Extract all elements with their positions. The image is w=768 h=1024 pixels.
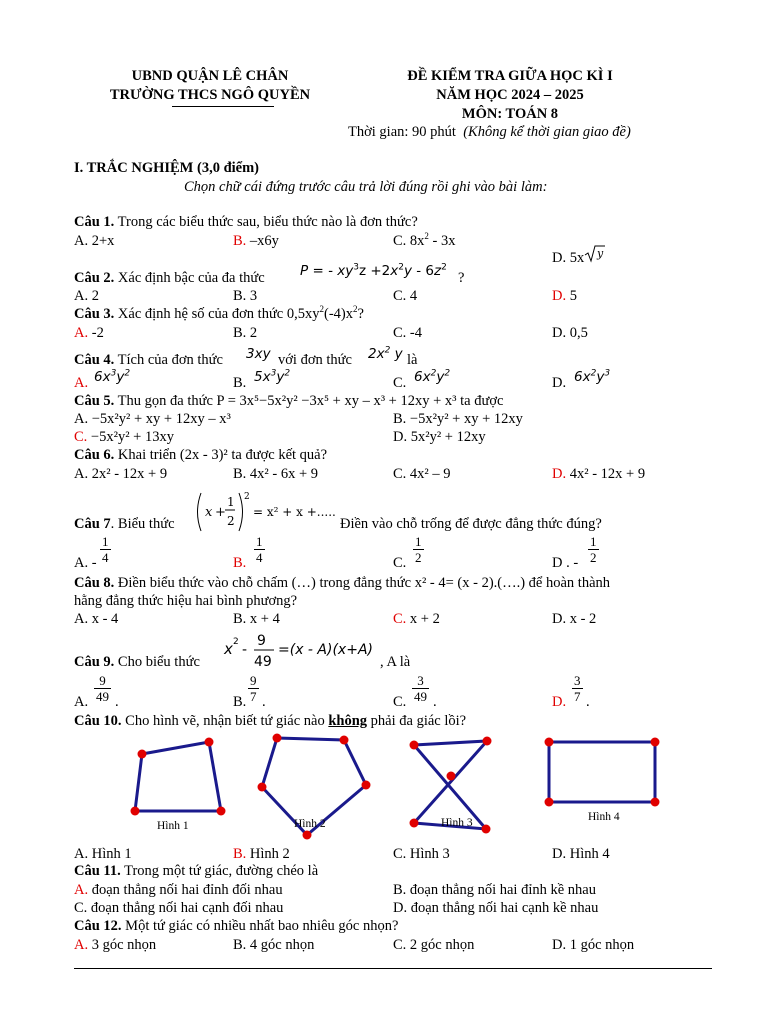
q7-option-c-frac: $\frac{1}{2}$ [415, 534, 422, 565]
q3-option-c: C. -4 [393, 325, 422, 341]
q7-option-d: D . - [552, 555, 579, 571]
svg-text:49: 49 [254, 654, 272, 670]
q3-option-d: D. 0,5 [552, 325, 588, 341]
q12-option-a: A. 3 góc nhọn [74, 937, 157, 953]
q9-option-b-frac: $\frac{9}{7}$ [250, 673, 257, 704]
q5-option-b: B. −5x²y² + xy + 12xy [393, 411, 523, 427]
footer-rule [74, 968, 712, 969]
q11-option-c: C. đoạn thẳng nối hai cạnh đối nhau [74, 900, 284, 916]
q9-option-d-frac: $\frac{3}{7}$ [574, 673, 581, 704]
q2-option-a: A. 2 [74, 288, 99, 304]
question-1: Câu 1. Trong các biểu thức sau, biểu thức nào là đơn thức? [74, 214, 418, 230]
q6-option-a: A. 2x² - 12x + 9 [74, 466, 168, 482]
q4-text-2: với đơn thức [278, 352, 352, 368]
figure-4-label: Hình 4 [588, 811, 620, 823]
q7-option-b-frac: $\frac{1}{4}$ [256, 534, 263, 565]
q9-expression [222, 630, 382, 677]
q9-option-c: C. [393, 694, 407, 710]
q9-option-c-frac: $\frac{3}{49}$ [414, 673, 427, 704]
q9-option-a-dot: . [115, 694, 119, 710]
q12-option-c: C. 2 góc nhọn [393, 937, 475, 953]
q2-option-b: B. 3 [233, 288, 258, 304]
school-district: UBND QUẬN LÊ CHÂN [131, 68, 289, 84]
q8-option-d: D. x - 2 [552, 611, 597, 627]
q4-monomial-2: $2x^2$ y [368, 345, 403, 362]
q12-option-d: D. 1 góc nhọn [552, 937, 635, 953]
question-8-line-2: hằng đẳng thức hiệu hai bình phương? [74, 593, 298, 609]
q4-option-a-expr: $6x^3y^2$ [94, 368, 131, 385]
q1-option-b: B. –x6y [233, 233, 279, 249]
q9-option-a-frac: $\frac{9}{49}$ [96, 673, 109, 704]
q9-option-b: B. [233, 694, 247, 710]
q6-option-c: C. 4x² – 9 [393, 466, 451, 482]
q9-option-b-dot: . [262, 694, 266, 710]
q7-option-a: A. - [74, 555, 97, 571]
q4-option-d: D. [552, 375, 567, 391]
question-10: Câu 10. Cho hình vẽ, nhận biết tứ giác nào không phải đa giác lồi? [74, 713, 467, 729]
q11-option-a: A. đoạn thẳng nối hai đỉnh đối nhau [74, 882, 283, 898]
q3-option-b: B. 2 [233, 325, 258, 341]
q7-option-d-frac: $\frac{1}{2}$ [590, 534, 597, 565]
section-title: I. TRẮC NGHIỆM (3,0 điểm) [74, 160, 260, 176]
q10-option-a: A. Hình 1 [74, 846, 132, 862]
figure-3-crossed-quadrilateral [414, 741, 487, 829]
figure-1-quadrilateral [135, 742, 221, 811]
exam-time: Thời gian: 90 phút (Không kể thời gian giao đề) [348, 124, 631, 140]
q4-text-3: là [407, 352, 418, 368]
q12-option-b: B. 4 góc nhọn [233, 937, 315, 953]
q9-formula-graphic [222, 630, 382, 672]
svg-text:9: 9 [257, 633, 266, 649]
q4-option-b-expr: $5x^3y^2$ [254, 368, 291, 385]
q4-option-c-expr: $6x^2y^2$ [414, 368, 451, 385]
svg-text:-: - [242, 642, 248, 658]
q10-option-d: D. Hình 4 [552, 846, 610, 862]
q6-option-d: D. 4x² - 12x + 9 [552, 466, 646, 482]
q4-monomial-1: 3xy [246, 346, 271, 362]
header-underline [172, 106, 274, 107]
figure-3-label: Hình 3 [441, 817, 473, 829]
q9-option-a: A. [74, 694, 89, 710]
q9-tail: , A là [380, 654, 411, 670]
q2-option-c: C. 4 [393, 288, 418, 304]
question-2: Câu 2. Xác định bậc của đa thức [74, 270, 265, 286]
q5-option-d: D. 5x²y² + 12xy [393, 429, 486, 445]
school-name: TRƯỜNG THCS NGÔ QUYỀN [109, 87, 311, 103]
q10-option-b: B. Hình 2 [233, 846, 290, 862]
svg-text:2: 2 [227, 514, 235, 528]
q8-option-c: C. x + 2 [393, 611, 440, 627]
q2-option-d: D. 5 [552, 288, 577, 304]
q9-option-d-dot: . [586, 694, 590, 710]
question-3: Câu 3. Xác định hệ số của đơn thức $0,5xy^2(-4)x^2$? [74, 304, 364, 322]
q7-text-2: Điền vào chỗ trống để được đẳng thức đúng? [340, 516, 602, 532]
q7-option-c: C. [393, 555, 407, 571]
q1-option-d: D. 5x y [552, 244, 606, 267]
svg-text:y: y [597, 247, 604, 260]
question-8: Câu 8. Điền biểu thức vào chỗ chấm (…) trong đẳng thức x² - 4= (x - 2).(….) để hoàn thành [74, 575, 611, 591]
q7-option-b: B. [233, 555, 247, 571]
q8-option-b: B. x + 4 [233, 611, 280, 627]
q4-option-a: A. [74, 375, 89, 391]
subject: MÔN: TOÁN 8 [461, 106, 559, 122]
q7-option-a-frac: $\frac{1}{4}$ [102, 534, 109, 565]
question-6: Câu 6. Khai triển (2x - 3)² ta được kết quả? [74, 447, 328, 463]
q7-formula-graphic [193, 489, 343, 535]
question-4: Câu 4. Tích của đơn thức [74, 352, 223, 368]
q2-question-mark: ? [458, 270, 465, 286]
figure-1-label: Hình 1 [157, 820, 189, 832]
figure-4-rectangle [549, 742, 655, 802]
svg-text:= x² + x +.....: = x² + x +..... [253, 505, 336, 519]
q10-option-c: C. Hình 3 [393, 846, 450, 862]
svg-text:1: 1 [227, 495, 235, 509]
q1-option-a: A. 2+x [74, 233, 115, 249]
q4-option-c: C. [393, 375, 407, 391]
q7-expression [193, 489, 343, 540]
svg-text:2: 2 [233, 637, 239, 647]
question-9: Câu 9. Cho biểu thức [74, 654, 200, 670]
q8-option-a: A. x - 4 [74, 611, 119, 627]
q3-option-a: A. -2 [74, 325, 104, 341]
q5-option-a: A. −5x²y² + xy + 12xy – x³ [74, 411, 231, 427]
q11-option-b: B. đoạn thẳng nối hai đỉnh kề nhau [393, 882, 596, 898]
svg-text:2: 2 [244, 492, 250, 502]
svg-text:x: x [224, 640, 233, 658]
q4-option-d-expr: $6x^2y^3$ [574, 368, 611, 385]
question-11: Câu 11. Trong một tứ giác, đường chéo là [74, 863, 319, 879]
question-7: Câu 7. Biểu thức [74, 516, 175, 532]
q9-option-c-dot: . [433, 694, 437, 710]
school-year: NĂM HỌC 2024 – 2025 [436, 87, 584, 103]
figure-2-label: Hình 2 [294, 818, 326, 830]
q2-polynomial: P = - $xy^3z +2x^2y - 6z^2$ [300, 262, 447, 279]
q4-option-b: B. [233, 375, 247, 391]
q11-option-d: D. đoạn thẳng nối hai cạnh kề nhau [393, 900, 599, 916]
q10-figures [0, 728, 768, 840]
question-12: Câu 12. Một tứ giác có nhiều nhất bao nhiêu góc nhọn? [74, 918, 399, 934]
svg-text:+: + [215, 505, 226, 520]
exam-title: ĐỀ KIỂM TRA GIỮA HỌC KÌ I [407, 68, 613, 84]
question-5: Câu 5. Thu gọn đa thức P = 3x⁵−5x²y² −3x⁵ + xy – x³ + 12xy + x³ ta được [74, 393, 504, 409]
q9-option-d: D. [552, 694, 567, 710]
section-instruction: Chọn chữ cái đứng trước câu trả lời đúng rồi ghi vào bài làm: [184, 179, 548, 195]
q6-option-b: B. 4x² - 6x + 9 [233, 466, 319, 482]
svg-text:x: x [205, 505, 213, 520]
q5-option-c: C. −5x²y² + 13xy [74, 429, 174, 445]
sqrt-y-icon [584, 244, 606, 264]
svg-text:=(x - A)(x+A): =(x - A)(x+A) [278, 642, 373, 658]
q1-option-c: C. $8x^2 - 3x$ [393, 231, 456, 249]
